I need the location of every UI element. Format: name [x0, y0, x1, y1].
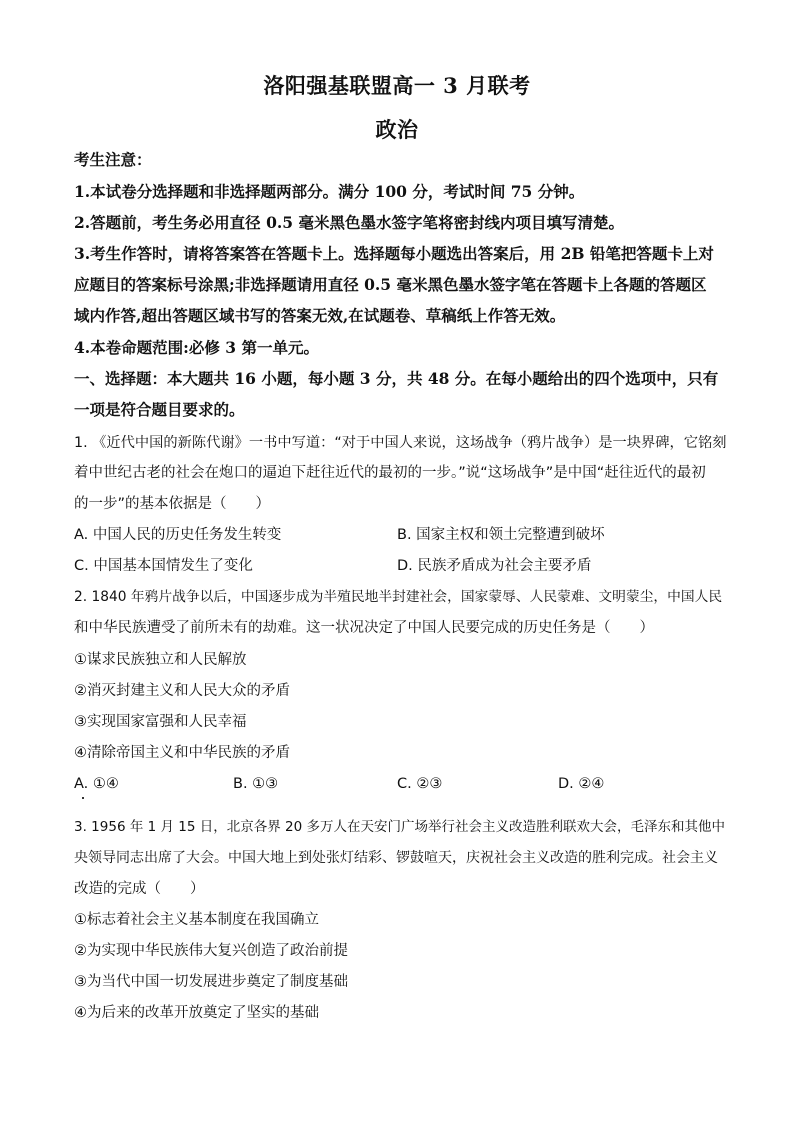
- section-heading-line-2: 一项是符合题目要求的。: [74, 400, 245, 419]
- exam-title: 洛阳强基联盟高一 3 月联考: [263, 73, 531, 98]
- q2-option-b: B. ①③: [233, 776, 279, 792]
- q1-stem-line-3: 的一步”的基本依据是（ ）: [74, 496, 271, 512]
- q2-option-a: A. ①④: [74, 776, 119, 792]
- notice-item-1: 1.本试卷分选择题和非选择题两部分。满分 100 分，考试时间 75 分钟。: [74, 182, 585, 201]
- q2-statement-3: ③实现国家富强和人民幸福: [74, 714, 247, 730]
- q1-option-a: A. 中国人民的历史任务发生转变: [74, 527, 282, 543]
- notice-item-2: 2.答题前，考生务必用直径 0.5 毫米黑色墨水签字笔将密封线内项目填写清楚。: [74, 213, 624, 232]
- notice-item-3-line-2: 应题目的答案标号涂黑;非选择题请用直径 0.5 毫米黑色墨水签字笔在答题卡上各题的答题区: [74, 275, 707, 294]
- q3-statement-1: ①标志着社会主义基本制度在我国确立: [74, 912, 319, 928]
- q1-stem-line-1: 1. 《近代中国的新陈代谢》一书中写道：“对于中国人来说，这场战争（鸦片战争）是一块界碑，它铭刻: [74, 435, 727, 451]
- q2-stem-line-2: 和中华民族遭受了前所未有的劫难。这一状况决定了中国人民要完成的历史任务是（ ）: [74, 620, 654, 636]
- q3-statement-4: ④为后来的改革开放奠定了坚实的基础: [74, 1005, 319, 1021]
- q2-option-d: D. ②④: [558, 776, 605, 792]
- q2-statement-2: ②消灭封建主义和人民大众的矛盾: [74, 683, 290, 699]
- q3-stem-line-3: 改造的完成（ ）: [74, 881, 205, 897]
- q2-stem-line-1: 2. 1840 年鸦片战争以后，中国逐步成为半殖民地半封建社会，国家蒙辱、人民蒙难、文明蒙尘，中国人民: [74, 589, 723, 605]
- q1-option-b: B. 国家主权和领土完整遭到破坏: [397, 527, 605, 543]
- q3-statement-3: ③为当代中国一切发展进步奠定了制度基础: [74, 974, 348, 990]
- q3-stem-line-2: 央领导同志出席了大会。中国大地上到处张灯结彩、锣鼓喧天，庆祝社会主义改造的胜利完成。社会主义: [74, 850, 718, 866]
- notice-item-3-line-3: 域内作答,超出答题区域书写的答案无效,在试题卷、草稿纸上作答无效。: [74, 306, 566, 325]
- notice-item-4: 4.本卷命题范围:必修 3 第一单元。: [74, 338, 319, 357]
- q2-statement-4: ④清除帝国主义和中华民族的矛盾: [74, 745, 290, 761]
- q2-statement-1: ①谋求民族独立和人民解放: [74, 652, 247, 668]
- q1-option-c: C. 中国基本国情发生了变化: [74, 558, 253, 574]
- notice-item-3-line-1: 3.考生作答时，请将答案答在答题卡上。选择题每小题选出答案后，用 2B 铅笔把答题卡上对: [74, 244, 714, 263]
- q1-option-d: D. 民族矛盾成为社会主要矛盾: [397, 558, 592, 574]
- stray-mark: [82, 797, 84, 799]
- q3-stem-line-1: 3. 1956 年 1 月 15 日，北京各界 20 多万人在天安门广场举行社会主义改造胜利联欢大会，毛泽东和其他中: [74, 819, 726, 835]
- q2-option-c: C. ②③: [397, 776, 443, 792]
- section-heading-line-1: 一、选择题：本大题共 16 小题，每小题 3 分，共 48 分。在每小题给出的四个选项中，只有: [74, 369, 719, 388]
- notice-heading: 考生注意：: [74, 150, 152, 169]
- q3-statement-2: ②为实现中华民族伟大复兴创造了政治前提: [74, 943, 348, 959]
- q1-stem-line-2: 着中世纪古老的社会在炮口的逼迫下赶往近代的最初的一步。”说“这场战争”是中国“赶往近代的最初: [74, 465, 706, 481]
- subject-title: 政治: [375, 117, 419, 142]
